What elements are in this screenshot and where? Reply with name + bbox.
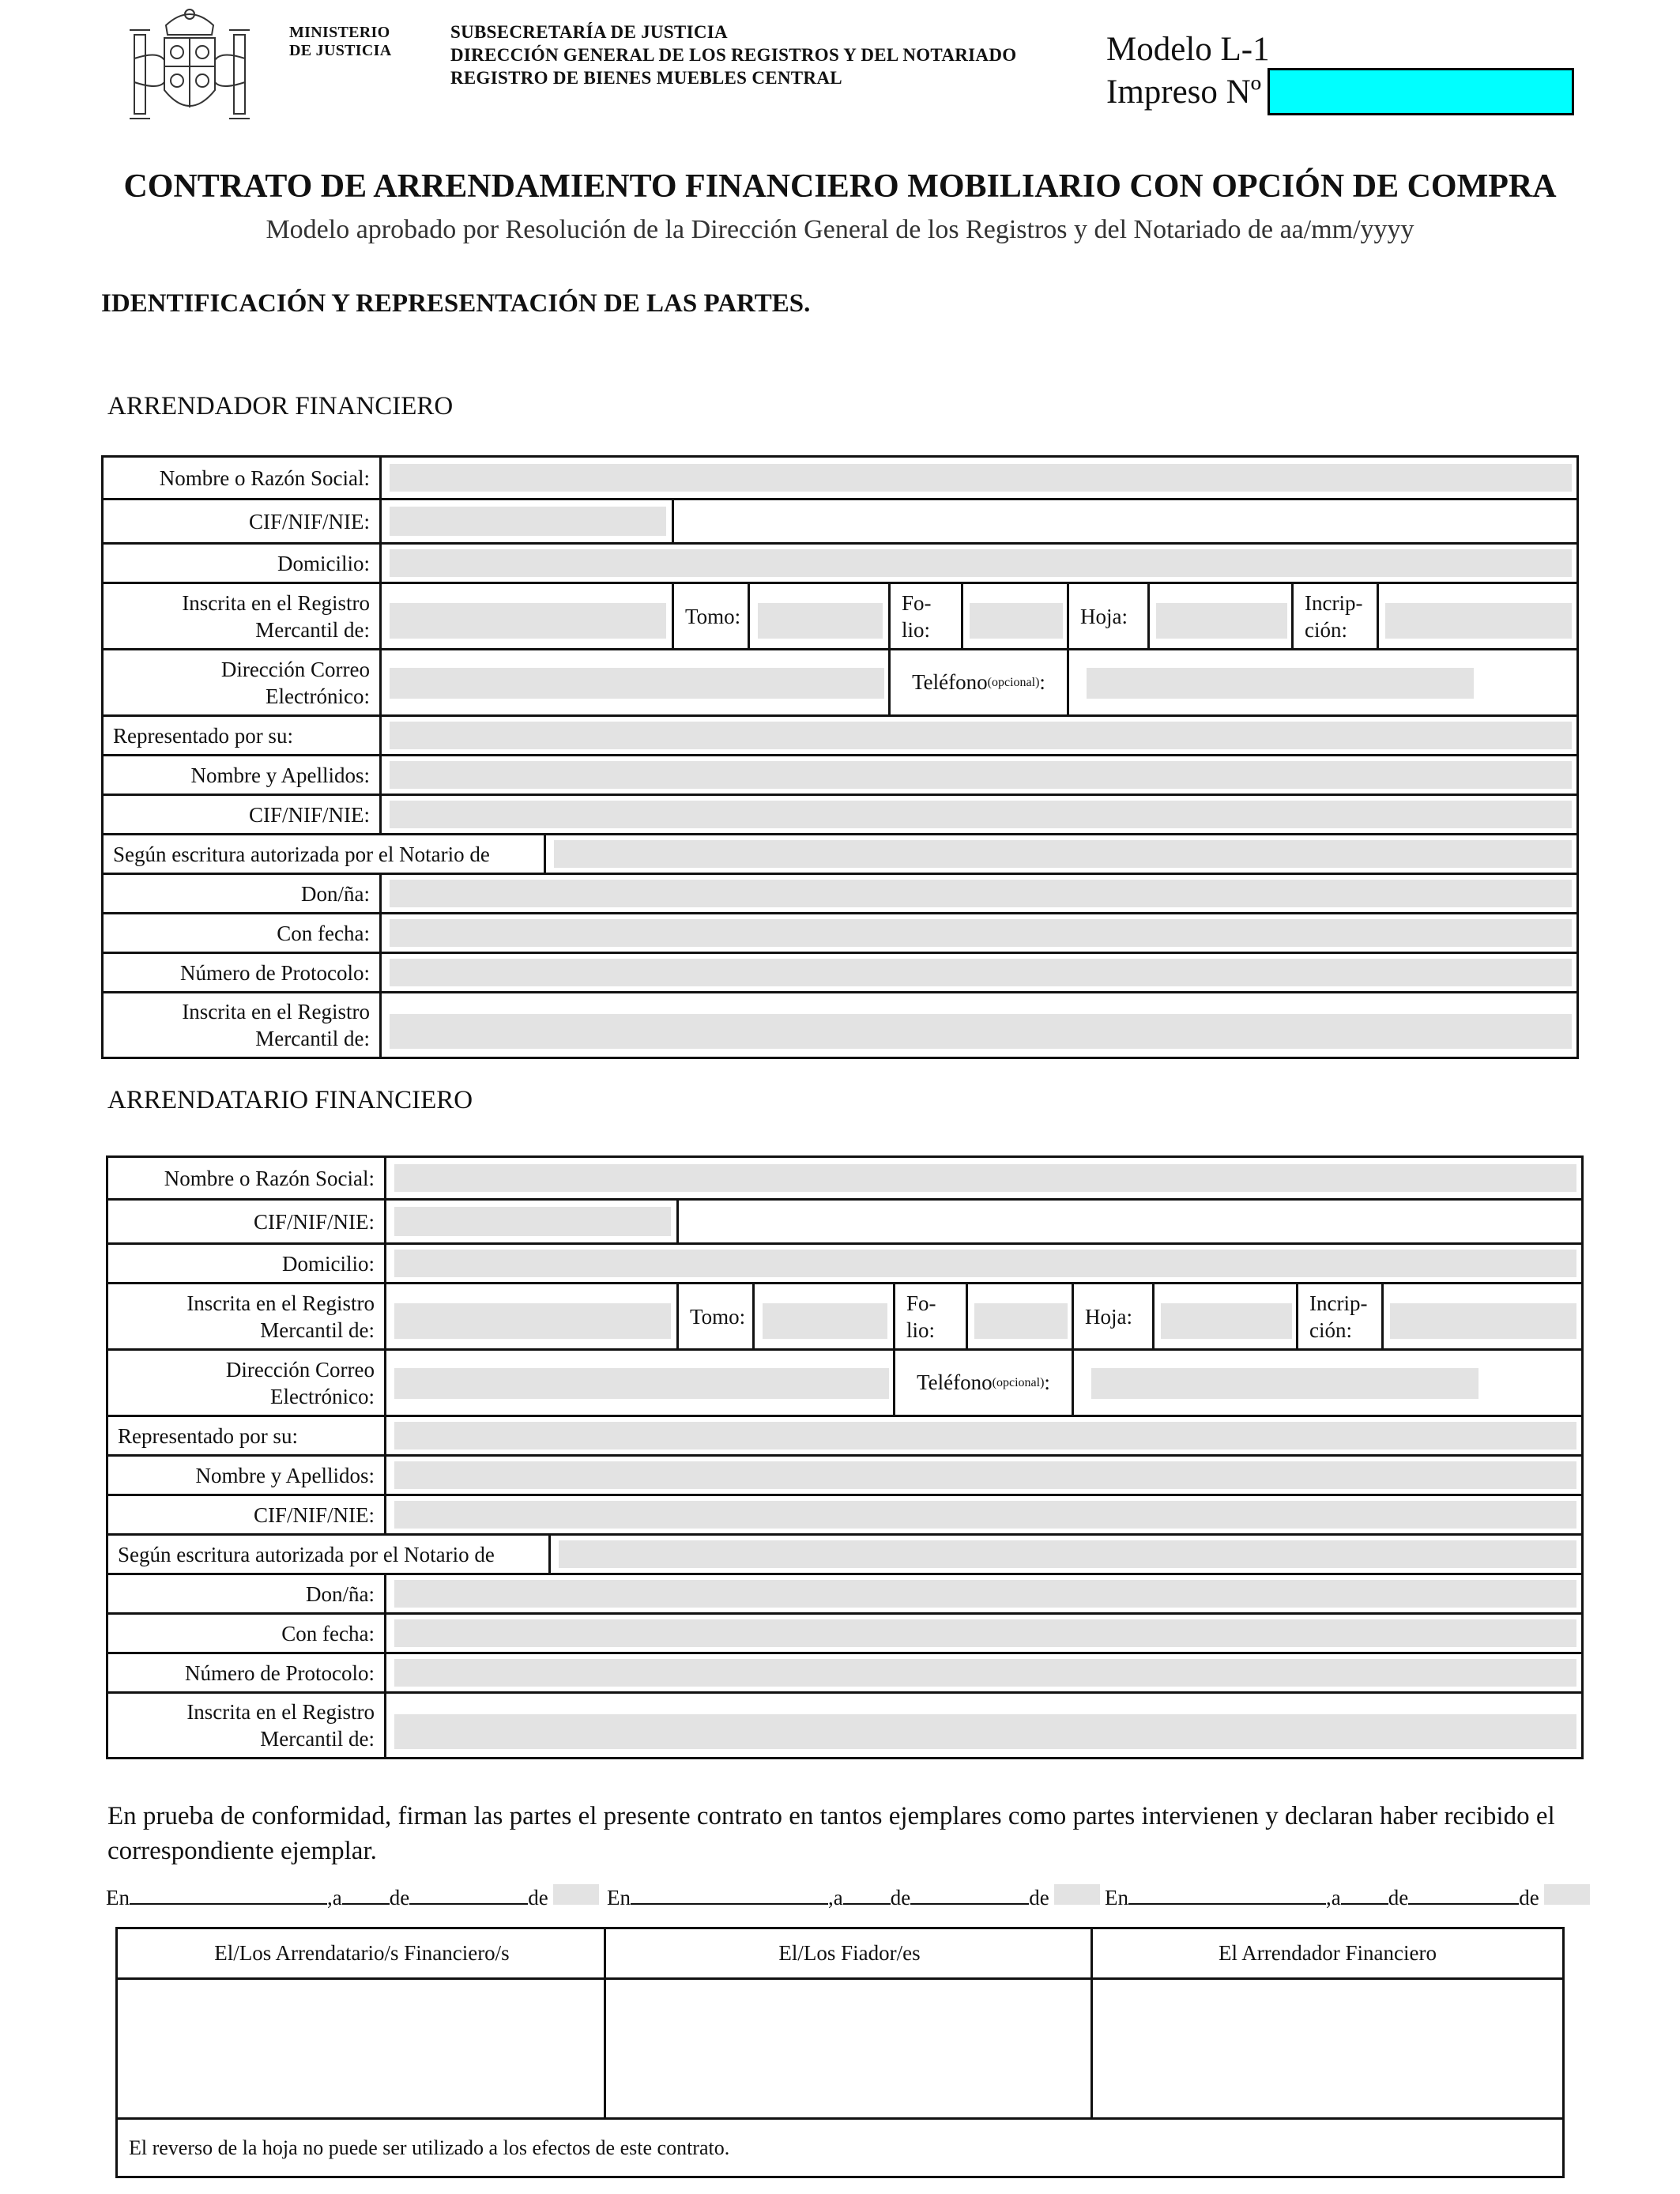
inscripcion-label	[1294, 584, 1379, 648]
label-text: :	[1044, 1370, 1050, 1394]
name-field[interactable]	[390, 464, 1572, 492]
registry-mercantil-field[interactable]	[390, 1014, 1572, 1049]
department-line-1: SUBSECRETARÍA DE JUSTICIA	[450, 22, 728, 42]
address-field[interactable]	[394, 1250, 1576, 1277]
a-label: ,a	[828, 1886, 843, 1909]
label-line: Dirección Correo	[220, 657, 370, 681]
label-line: Incrip-	[1309, 1291, 1368, 1315]
document-subtitle: Modelo aprobado por Resolución de la Dirección General de los Registros y del Notariado de aa/mm/yyyy	[266, 215, 1414, 244]
phone-field[interactable]	[1091, 1368, 1478, 1399]
table-row	[104, 584, 1576, 650]
protocol-field[interactable]	[390, 959, 1572, 986]
department-line-2: DIRECCIÓN GENERAL DE LOS REGISTROS Y DEL NOTARIADO	[450, 45, 1017, 65]
signature-header: El Arrendador Financiero	[1093, 1929, 1562, 1980]
form-number-label: Impreso Nº	[1106, 74, 1262, 111]
day-field[interactable]	[1341, 1886, 1388, 1905]
tomo-label: Tomo:	[674, 584, 750, 648]
day-field[interactable]	[843, 1886, 891, 1905]
table-row	[108, 1351, 1581, 1417]
notary-field[interactable]	[559, 1540, 1576, 1568]
table-row	[104, 914, 1576, 954]
representative-field[interactable]	[390, 722, 1572, 749]
ministry-line-2: DE JUSTICIA	[289, 42, 392, 59]
field-label: Con fecha:	[108, 1615, 386, 1652]
table-row	[104, 993, 1576, 1057]
place-field[interactable]	[130, 1886, 327, 1905]
representative-field[interactable]	[394, 1422, 1576, 1449]
en-label: En	[1105, 1886, 1128, 1909]
label-sup: (opcional)	[992, 1375, 1045, 1389]
field-label: Nombre y Apellidos:	[108, 1457, 386, 1494]
field-label	[108, 1694, 386, 1757]
section-heading: IDENTIFICACIÓN Y REPRESENTACIÓN DE LAS PARTES.	[101, 289, 811, 318]
table-row	[108, 1694, 1581, 1757]
email-field[interactable]	[390, 668, 884, 699]
table-row	[108, 1615, 1581, 1654]
place-field[interactable]	[631, 1886, 828, 1905]
table-row	[108, 1457, 1581, 1496]
field-label: Número de Protocolo:	[108, 1654, 386, 1691]
don-field[interactable]	[394, 1580, 1576, 1608]
label-line: Mercantil de:	[260, 1727, 375, 1751]
inscripcion-field[interactable]	[1385, 603, 1572, 639]
table-row	[108, 1536, 1581, 1575]
field-label	[108, 1351, 386, 1415]
signature-table	[115, 1927, 1565, 2178]
cif-field[interactable]	[390, 507, 666, 536]
label-line: lio:	[906, 1318, 936, 1342]
field-label: Según escritura autorizada por el Notario de	[108, 1536, 551, 1573]
lessor-table	[101, 455, 1579, 1059]
table-row	[104, 717, 1576, 756]
year-field[interactable]	[553, 1884, 599, 1905]
label-line: ción:	[1305, 617, 1347, 642]
table-row	[104, 756, 1576, 796]
field-label	[104, 584, 382, 648]
folio-label	[891, 584, 963, 648]
full-name-field[interactable]	[394, 1461, 1576, 1489]
field-label: Nombre y Apellidos:	[104, 756, 382, 794]
table-row	[108, 1158, 1581, 1201]
coat-of-arms-icon	[119, 3, 261, 130]
field-label: Nombre o Razón Social:	[104, 458, 382, 498]
label-text: :	[1039, 670, 1045, 694]
don-field[interactable]	[390, 880, 1572, 907]
hoja-field[interactable]	[1161, 1303, 1292, 1339]
field-label: Don/ña:	[108, 1575, 386, 1612]
field-label: CIF/NIF/NIE:	[108, 1201, 386, 1242]
field-label: CIF/NIF/NIE:	[108, 1496, 386, 1533]
hoja-label: Hoja:	[1069, 584, 1150, 648]
table-row	[104, 650, 1576, 717]
hoja-label: Hoja:	[1074, 1284, 1155, 1348]
field-label: CIF/NIF/NIE:	[104, 500, 382, 542]
department-names	[450, 21, 1016, 89]
signature-header: El/Los Arrendatario/s Financiero/s	[118, 1929, 606, 1980]
table-row	[108, 1417, 1581, 1457]
folio-field[interactable]	[970, 603, 1063, 639]
table-row	[104, 458, 1576, 500]
field-label: CIF/NIF/NIE:	[104, 796, 382, 833]
table-row	[108, 1245, 1581, 1284]
de-label: de	[890, 1886, 911, 1909]
model-number: Modelo L-1	[1106, 31, 1270, 68]
registry-field[interactable]	[390, 603, 666, 639]
label-line: Dirección Correo	[225, 1357, 375, 1382]
date-field[interactable]	[390, 919, 1572, 947]
en-label: En	[607, 1886, 631, 1909]
month-field[interactable]	[910, 1886, 1029, 1905]
field-label: Representado por su:	[104, 717, 382, 754]
label-line: Electrónico:	[266, 684, 370, 708]
label-line: Incrip-	[1305, 590, 1363, 615]
lessee-table	[106, 1155, 1584, 1759]
conformity-statement: En prueba de conformidad, firman las partes el presente contrato en tantos ejemplares como partes intervienen y declaran haber recibido el correspondiente ejemplar.	[107, 1802, 1555, 1865]
full-name-field[interactable]	[390, 761, 1572, 789]
representative-cif-field[interactable]	[390, 801, 1572, 828]
address-field[interactable]	[390, 549, 1572, 577]
label-line: Mercantil de:	[255, 1027, 370, 1050]
place-date-line-3	[1105, 1884, 1590, 1910]
field-label: Don/ña:	[104, 875, 382, 912]
de-label: de	[389, 1886, 410, 1909]
date-field[interactable]	[394, 1619, 1576, 1647]
document-title: CONTRATO DE ARRENDAMIENTO FINANCIERO MOBILIARIO CON OPCIÓN DE COMPRA	[123, 168, 1557, 205]
label-text: Teléfono	[917, 1370, 993, 1394]
footer-note: El reverso de la hoja no puede ser utilizado a los efectos de este contrato.	[118, 2117, 1562, 2176]
label-line: Mercantil de:	[260, 1318, 375, 1342]
label-line: Inscrita en el Registro	[186, 1700, 375, 1724]
ministry-name	[289, 24, 391, 60]
place-date-line-2	[607, 1884, 1100, 1910]
representative-cif-field[interactable]	[394, 1501, 1576, 1529]
label-line: Inscrita en el Registro	[182, 1000, 370, 1023]
field-label: Con fecha:	[104, 914, 382, 952]
tomo-field[interactable]	[758, 603, 883, 639]
phone-label	[895, 1351, 1074, 1415]
place-field[interactable]	[1128, 1886, 1326, 1905]
folio-label	[895, 1284, 968, 1348]
place-date-line-1	[106, 1884, 599, 1910]
hoja-field[interactable]	[1156, 603, 1287, 639]
field-label	[108, 1284, 386, 1348]
notary-field[interactable]	[554, 840, 1572, 868]
field-label: Nombre o Razón Social:	[108, 1158, 386, 1198]
table-row	[108, 1201, 1581, 1245]
table-row	[108, 1284, 1581, 1351]
table-row	[108, 1575, 1581, 1615]
registry-field[interactable]	[394, 1303, 671, 1339]
cif-field[interactable]	[394, 1207, 671, 1236]
field-label: Representado por su:	[108, 1417, 386, 1454]
table-row	[104, 500, 1576, 545]
label-line: Inscrita en el Registro	[186, 1291, 375, 1315]
field-label	[104, 650, 382, 714]
label-line: Fo-	[902, 590, 932, 615]
table-row	[108, 1654, 1581, 1694]
a-label: ,a	[327, 1886, 342, 1909]
table-row	[104, 835, 1576, 875]
de-label: de	[1029, 1886, 1049, 1909]
email-field[interactable]	[394, 1368, 889, 1399]
de-label: de	[528, 1886, 548, 1909]
en-label: En	[106, 1886, 130, 1909]
lessee-section-label: ARRENDATARIO FINANCIERO	[107, 1086, 473, 1114]
form-number-field[interactable]	[1268, 68, 1574, 115]
de-label: de	[1388, 1886, 1409, 1909]
department-line-3: REGISTRO DE BIENES MUEBLES CENTRAL	[450, 68, 842, 88]
field-label: Domicilio:	[108, 1245, 386, 1282]
table-row	[104, 954, 1576, 993]
table-row	[104, 796, 1576, 835]
phone-label	[891, 650, 1069, 714]
tomo-label: Tomo:	[679, 1284, 755, 1348]
de-label: de	[1519, 1886, 1539, 1909]
lessor-section-label: ARRENDADOR FINANCIERO	[107, 392, 454, 420]
month-field[interactable]	[1408, 1886, 1519, 1905]
field-label	[104, 993, 382, 1057]
phone-field[interactable]	[1087, 668, 1474, 699]
a-label: ,a	[1326, 1886, 1341, 1909]
protocol-field[interactable]	[394, 1659, 1576, 1687]
day-field[interactable]	[342, 1886, 390, 1905]
folio-field[interactable]	[974, 1303, 1068, 1339]
table-row	[104, 875, 1576, 914]
inscripcion-field[interactable]	[1390, 1303, 1576, 1339]
label-line: Inscrita en el Registro	[182, 590, 370, 615]
label-line: ción:	[1309, 1318, 1352, 1342]
inscripcion-label	[1298, 1284, 1384, 1348]
name-field[interactable]	[394, 1164, 1576, 1192]
tomo-field[interactable]	[763, 1303, 887, 1339]
table-row	[104, 545, 1576, 584]
ministry-line-1: MINISTERIO	[289, 24, 390, 41]
signature-header: El/Los Fiador/es	[606, 1929, 1093, 1980]
label-text: Teléfono	[912, 670, 988, 694]
month-field[interactable]	[409, 1886, 528, 1905]
label-line: Fo-	[906, 1291, 936, 1315]
field-label: Según escritura autorizada por el Notario de	[104, 835, 546, 873]
field-label: Número de Protocolo:	[104, 954, 382, 991]
table-row	[108, 1496, 1581, 1536]
year-field[interactable]	[1544, 1884, 1590, 1905]
label-sup: (opcional)	[987, 675, 1040, 689]
year-field[interactable]	[1054, 1884, 1100, 1905]
label-line: lio:	[902, 617, 931, 642]
field-label: Domicilio:	[104, 545, 382, 582]
registry-mercantil-field[interactable]	[394, 1714, 1576, 1749]
label-line: Electrónico:	[270, 1384, 375, 1408]
label-line: Mercantil de:	[255, 617, 370, 642]
